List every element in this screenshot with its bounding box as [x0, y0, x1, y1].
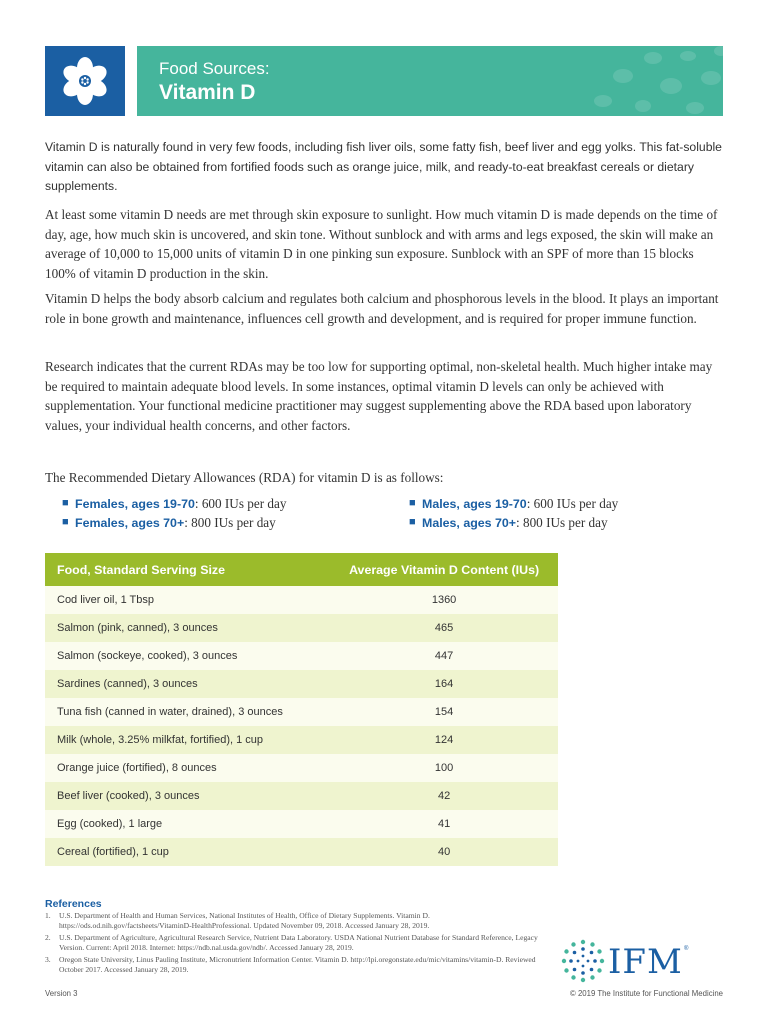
- cell-pattern-decoration: [583, 46, 723, 116]
- ifm-logo: [560, 938, 690, 986]
- body-paragraph: At least some vitamin D needs are met through skin exposure to sunlight. How much vitamin D is made depends on the time of day, age, how much skin is uncovered, and skin tone. Without sunblock and with arms and legs exposed, the skin will make an average of 10,000 to 15,000 units of vitamin D in one pinking sun exposure. Sunblock with an SPF of more than 15 blocks 100% of vitamin D production in the skin.: [45, 207, 718, 281]
- rda-value: : 800 IUs per day: [184, 515, 276, 530]
- table-row: [45, 698, 558, 726]
- bullet-icon: ■: [409, 516, 416, 528]
- value-cell: 42: [330, 782, 558, 810]
- flower-logo: [45, 46, 125, 116]
- header-subtitle: Food Sources:: [159, 59, 270, 78]
- rda-label: Females, ages 70+: [75, 516, 185, 530]
- references-heading: References: [45, 898, 102, 910]
- reference-number: 1.: [45, 911, 51, 920]
- rda-list-females: [62, 494, 392, 532]
- version-label: Version 3: [45, 989, 78, 998]
- rda-value: : 600 IUs per day: [526, 496, 619, 511]
- rda-item: [62, 494, 392, 513]
- ifm-logo-text: IFM: [608, 942, 683, 982]
- table-row: [45, 726, 558, 754]
- reference-number: 3.: [45, 954, 51, 964]
- food-cell: Milk (whole, 3.25% milkfat, fortified), 1 cup: [45, 726, 330, 754]
- value-cell: 100: [330, 754, 558, 782]
- header-band: [137, 46, 723, 116]
- rda-item: [409, 494, 739, 513]
- value-cell: 154: [330, 698, 558, 726]
- rda-label: Males, ages 70+: [422, 516, 517, 530]
- registered-mark: ®: [684, 946, 689, 952]
- rda-label: Females, ages 19-70: [75, 497, 195, 511]
- reference-text: U.S. Department of Agriculture, Agricultural Research Service, Nutrient Data Laboratory. USDA National Nutrient Database for Standard Reference, Legacy Version. Current: April 2018. Internet: https://ndb.nal.usda.gov/ndb/. Accessed January 28, 2019.: [59, 932, 538, 953]
- food-cell: Egg (cooked), 1 large: [45, 810, 330, 838]
- vitamin-d-food-table: [45, 553, 558, 866]
- column-header-food: Food, Standard Serving Size: [45, 553, 330, 586]
- bullet-icon: ■: [62, 497, 69, 509]
- body-paragraph: Research indicates that the current RDAs may be too low for supporting optimal, non-skeletal health. Much higher intake may be required to maintain adequate blood levels. In some instances, optimal vitamin D levels can only be achieved with supplementation. Your functional medicine practitioner may suggest supplementing above the RDA based upon laboratory values, your individual health concerns, and other factors.: [45, 359, 713, 433]
- food-cell: Cod liver oil, 1 Tbsp: [45, 586, 330, 614]
- food-cell: Orange juice (fortified), 8 ounces: [45, 754, 330, 782]
- bullet-icon: ■: [409, 497, 416, 509]
- reference-number: 2.: [45, 932, 51, 942]
- food-cell: Beef liver (cooked), 3 ounces: [45, 782, 330, 810]
- rda-intro: The Recommended Dietary Allowances (RDA) for vitamin D is as follows:: [45, 470, 444, 485]
- reference-text: U.S. Department of Health and Human Services, National Institutes of Health, Office of Dietary Supplements. Vitamin D. https://ods.od.nih.gov/factsheets/VitaminD-HealthProfessional. Updated November 09, 2018. Accessed January 28, 2019.: [59, 911, 430, 931]
- food-cell: Salmon (pink, canned), 3 ounces: [45, 614, 330, 642]
- value-cell: 124: [330, 726, 558, 754]
- reference-text: Oregon State University, Linus Pauling Institute, Micronutrient Information Center. Vitamin D. http://lpi.oregonstate.edu/mic/vitamins/vitamin-D. Reviewed October 2017. Accessed January 28, 2019.: [59, 954, 536, 975]
- reference-item: [45, 955, 540, 976]
- table-row: [45, 614, 558, 642]
- dot-ring-icon: [560, 938, 606, 984]
- rda-item: [62, 513, 392, 532]
- food-cell: Tuna fish (canned in water, drained), 3 ounces: [45, 698, 330, 726]
- table-row: [45, 642, 558, 670]
- value-cell: 447: [330, 642, 558, 670]
- column-header-content: Average Vitamin D Content (IUs): [330, 553, 558, 586]
- flower-icon: [58, 54, 112, 108]
- copyright-notice: © 2019 The Institute for Functional Medicine: [570, 989, 723, 998]
- bullet-icon: ■: [62, 516, 69, 528]
- food-cell: Sardines (canned), 3 ounces: [45, 670, 330, 698]
- reference-item: [45, 911, 540, 932]
- rda-value: : 600 IUs per day: [194, 496, 287, 511]
- table-header-row: [45, 553, 558, 586]
- rda-item: [409, 513, 739, 532]
- rda-label: Males, ages 19-70: [422, 497, 527, 511]
- value-cell: 1360: [330, 586, 558, 614]
- food-cell: Cereal (fortified), 1 cup: [45, 838, 330, 866]
- table-row: [45, 670, 558, 698]
- food-cell: Salmon (sockeye, cooked), 3 ounces: [45, 642, 330, 670]
- rda-list-males: [409, 494, 739, 532]
- page-title: Vitamin D: [159, 81, 256, 104]
- value-cell: 164: [330, 670, 558, 698]
- table-row: [45, 586, 558, 614]
- table-row: [45, 754, 558, 782]
- intro-paragraph: Vitamin D is naturally found in very few foods, including fish liver oils, some fatty fish, beef liver and egg yolks. This fat-soluble vitamin can also be obtained from fortified foods such as orange juice, milk, and ready-to-eat breakfast cereals or dietary supplements.: [45, 140, 722, 193]
- references-list: [45, 911, 540, 976]
- table-row: [45, 838, 558, 866]
- value-cell: 41: [330, 810, 558, 838]
- table-row: [45, 810, 558, 838]
- body-paragraph: Vitamin D helps the body absorb calcium and regulates both calcium and phosphorous levels in the blood. It plays an important role in bone growth and maintenance, influences cell growth and development, and is required for proper immune function.: [45, 291, 719, 326]
- value-cell: 465: [330, 614, 558, 642]
- value-cell: 40: [330, 838, 558, 866]
- rda-value: : 800 IUs per day: [516, 515, 608, 530]
- reference-item: [45, 933, 540, 954]
- table-row: [45, 782, 558, 810]
